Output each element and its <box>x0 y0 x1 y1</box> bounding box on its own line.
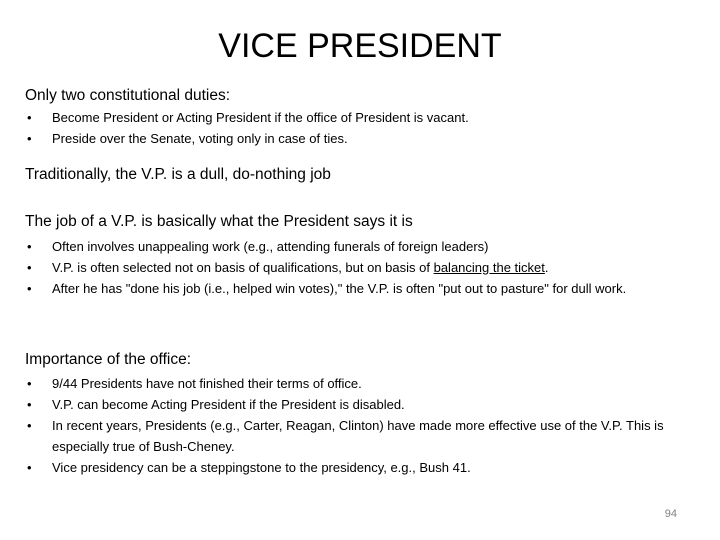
bullet-icon: • <box>27 239 32 254</box>
duties-list <box>27 107 695 149</box>
slide-title: VICE PRESIDENT <box>218 27 502 65</box>
bullet-icon: • <box>27 397 32 412</box>
list-item: • Preside over the Senate, voting only in case of ties. <box>27 128 695 149</box>
list-item: • After he has "done his job (i.e., helped win votes)," the V.P. is often "put out to pasture" for dull work. <box>27 278 695 299</box>
bullet-icon: • <box>27 460 32 475</box>
section-heading-duties: Only two constitutional duties: <box>25 87 231 104</box>
list-item: • In recent years, Presidents (e.g., Carter, Reagan, Clinton) have made more effective use of the V.P. This is especially true of Bush-Cheney. <box>27 415 695 457</box>
job-list <box>27 236 695 299</box>
list-item: • Vice presidency can be a steppingstone to the presidency, e.g., Bush 41. <box>27 457 695 478</box>
list-item: • Often involves unappealing work (e.g., attending funerals of foreign leaders) <box>27 236 695 257</box>
list-item: • Become President or Acting President if the office of President is vacant. <box>27 107 695 128</box>
balancing-ticket-phrase: balancing the ticket <box>433 260 545 275</box>
bullet-icon: • <box>27 418 32 433</box>
bullet-icon: • <box>27 110 32 125</box>
bullet-icon: • <box>27 281 32 296</box>
list-item: • V.P. can become Acting President if the President is disabled. <box>27 394 695 415</box>
list-item: • V.P. is often selected not on basis of qualifications, but on basis of balancing the ticket. <box>27 257 695 278</box>
page-number: 94 <box>664 508 677 520</box>
bullet-icon: • <box>27 376 32 391</box>
importance-list <box>27 373 695 478</box>
section-heading-importance: Importance of the office: <box>25 351 192 368</box>
list-item: • 9/44 Presidents have not finished their terms of office. <box>27 373 695 394</box>
bullet-icon: • <box>27 131 32 146</box>
section-heading-job: The job of a V.P. is basically what the President says it is <box>25 213 413 230</box>
section-heading-traditional: Traditionally, the V.P. is a dull, do-nothing job <box>25 166 331 183</box>
bullet-icon: • <box>27 260 32 275</box>
